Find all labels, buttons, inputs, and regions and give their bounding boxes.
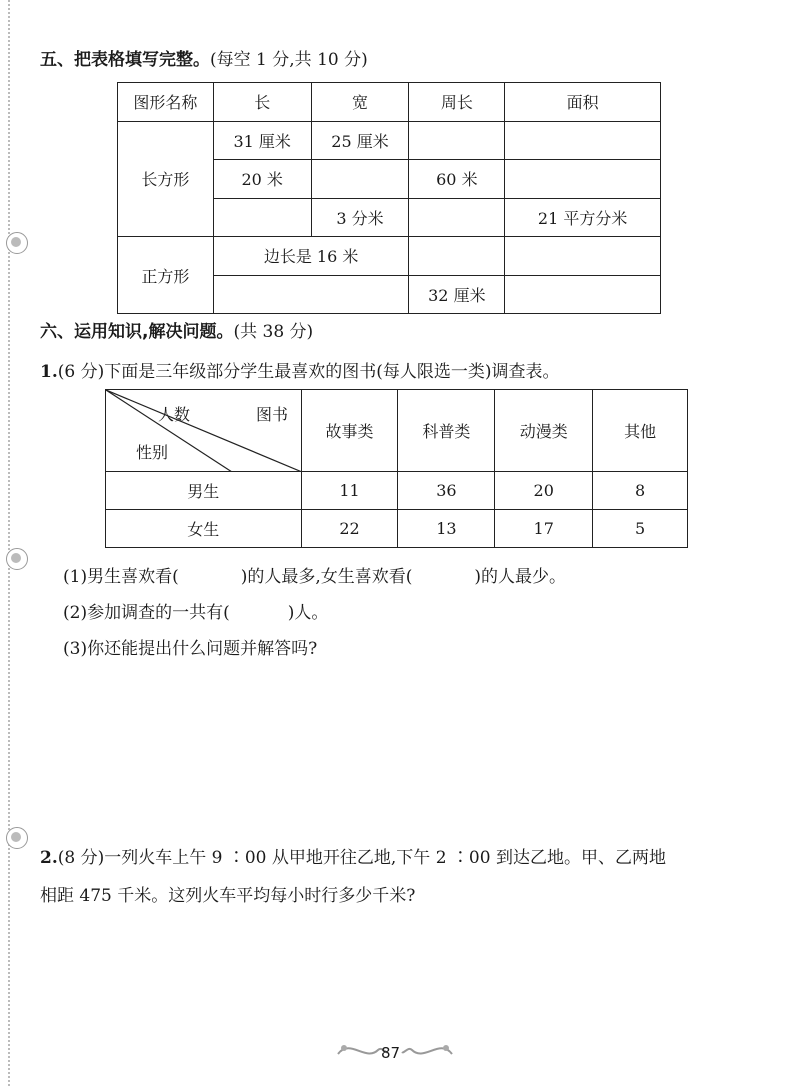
question2-line2: 相距 475 千米。这列火车平均每小时行多少千米? <box>40 886 416 906</box>
table-cell: 36 <box>398 472 495 510</box>
table-row <box>118 121 661 160</box>
binding-mark-icon <box>6 232 28 254</box>
category-cell: 科普类 <box>398 390 495 472</box>
blank-cell[interactable] <box>505 160 661 199</box>
table-cell: 3 分米 <box>311 198 409 237</box>
blank-cell[interactable] <box>505 237 661 276</box>
table-cell: 25 厘米 <box>311 121 409 160</box>
table-cell: 17 <box>495 510 593 548</box>
blank-cell[interactable] <box>213 275 409 314</box>
corner-people: 人数 <box>158 405 191 424</box>
table-cell: 20 米 <box>213 160 311 199</box>
blank-cell[interactable] <box>505 121 661 160</box>
rect-label: 长方形 <box>118 121 214 237</box>
table-cell: 13 <box>398 510 495 548</box>
sub1-part-c: )的人最少。 <box>474 567 567 587</box>
blank-cell[interactable] <box>213 198 311 237</box>
header-cell: 图形名称 <box>118 83 214 122</box>
table-row <box>106 510 688 548</box>
sub2-part-b: )人。 <box>287 603 329 623</box>
category-cell: 故事类 <box>301 390 398 472</box>
binding-mark-icon <box>6 827 28 849</box>
blank-cell[interactable] <box>409 121 505 160</box>
section6-heading <box>40 317 313 342</box>
table-cell: 22 <box>301 510 398 548</box>
sub1-part-b: )的人最多,女生喜欢看( <box>240 567 413 587</box>
header-cell: 宽 <box>311 83 409 122</box>
sub2-part-a: (2)参加调查的一共有( <box>63 603 230 623</box>
question1-text: (6 分)下面是三年级部分学生最喜欢的图书(每人限选一类)调查表。 <box>57 362 560 382</box>
question2-line1 <box>40 843 666 868</box>
binding-mark-icon <box>6 548 28 570</box>
table-cell: 20 <box>495 472 593 510</box>
sub1-part-a: (1)男生喜欢看( <box>63 567 179 587</box>
survey-table <box>105 389 688 548</box>
section5-title: 五、把表格填写完整。 <box>40 50 210 70</box>
row-label: 男生 <box>106 472 302 510</box>
subquestion-1 <box>63 562 566 587</box>
header-cell: 长 <box>213 83 311 122</box>
question2-number: 2. <box>40 848 58 868</box>
question1 <box>40 357 560 382</box>
blank-cell[interactable] <box>505 275 661 314</box>
category-cell: 其他 <box>593 390 688 472</box>
table-cell: 32 厘米 <box>409 275 505 314</box>
header-cell: 面积 <box>505 83 661 122</box>
subquestion-3: (3)你还能提出什么问题并解答吗? <box>63 639 318 659</box>
binding-dots <box>8 0 18 1086</box>
table-row <box>106 472 688 510</box>
table-cell: 60 米 <box>409 160 505 199</box>
header-cell: 周长 <box>409 83 505 122</box>
question2-text: (8 分)一列火车上午 9 ∶00 从甲地开往乙地,下午 2 ∶00 到达乙地。甲、乙两地 <box>57 848 666 868</box>
blank-cell[interactable] <box>409 198 505 237</box>
subquestion-2 <box>63 598 328 623</box>
question1-number: 1. <box>40 362 58 382</box>
corner-books: 图书 <box>256 405 289 424</box>
table-cell: 31 厘米 <box>213 121 311 160</box>
page-number: 87 <box>381 1044 401 1062</box>
table-row <box>118 237 661 276</box>
square-label: 正方形 <box>118 237 214 314</box>
section5-score: (每空 1 分,共 10 分) <box>210 50 368 70</box>
table-cell: 8 <box>593 472 688 510</box>
table-cell: 11 <box>301 472 398 510</box>
section6-title: 六、运用知识,解决问题。 <box>40 322 234 342</box>
blank-cell[interactable] <box>311 160 409 199</box>
table-header-row <box>106 390 688 472</box>
table-cell: 边长是 16 米 <box>213 237 409 276</box>
category-cell: 动漫类 <box>495 390 593 472</box>
row-label: 女生 <box>106 510 302 548</box>
diagonal-corner-cell <box>106 390 302 472</box>
table-header-row <box>118 83 661 122</box>
corner-gender: 性别 <box>136 443 169 462</box>
table-cell: 5 <box>593 510 688 548</box>
section6-score: (共 38 分) <box>233 322 314 342</box>
blank-cell[interactable] <box>409 237 505 276</box>
section5-heading <box>40 45 368 70</box>
shape-table <box>117 82 661 314</box>
table-cell: 21 平方分米 <box>505 198 661 237</box>
